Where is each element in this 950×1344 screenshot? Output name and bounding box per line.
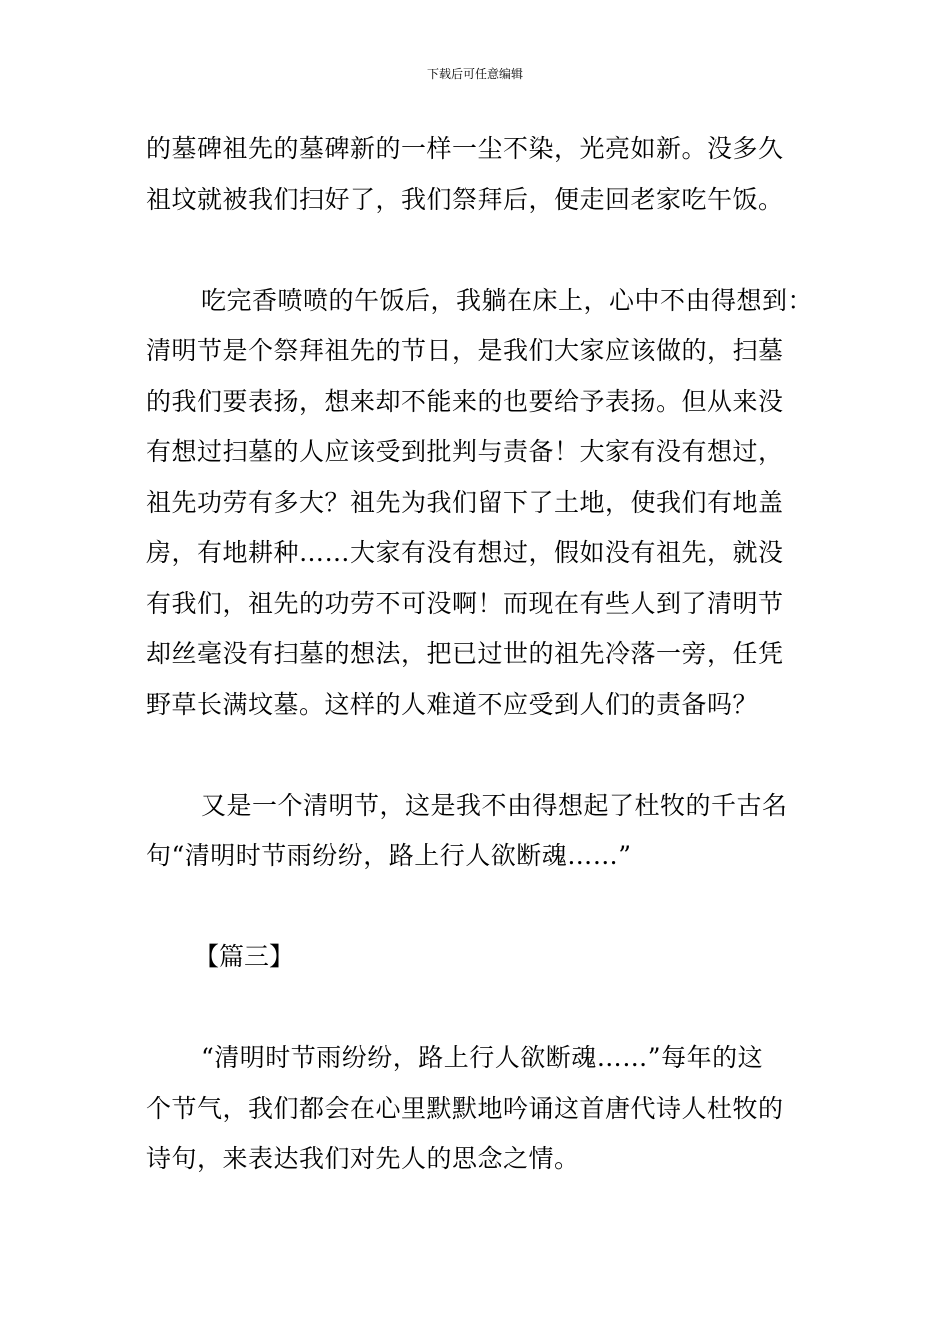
text-line: 房，有地耕种……大家有没有想过，假如没有祖先，就没 bbox=[146, 538, 784, 567]
text-line: 吃完香喷喷的午饭后，我躺在床上，心中不由得想到： bbox=[201, 285, 814, 315]
text-line: 清明节是个祭拜祖先的节日，是我们大家应该做的，扫墓 bbox=[146, 336, 784, 365]
paragraph-2 bbox=[146, 276, 826, 731]
paragraph-1 bbox=[146, 124, 826, 225]
section-heading: 【篇三】 bbox=[194, 942, 295, 971]
text-line: 的我们要表扬，想来却不能来的也要给予表扬。但从来没 bbox=[146, 386, 784, 416]
document-body bbox=[146, 124, 826, 1185]
paragraph-spacer bbox=[146, 225, 826, 276]
paragraph-3 bbox=[146, 781, 826, 882]
text-line: 句“清明时节雨纷纷，路上行人欲断魂……” bbox=[146, 841, 632, 870]
text-line: 有想过扫墓的人应该受到批判与责备！大家有没有想过， bbox=[146, 437, 784, 466]
text-line: 诗句，来表达我们对先人的思念之情。 bbox=[146, 1144, 580, 1173]
text-line: 又是一个清明节，这是我不由得想起了杜牧的千古名 bbox=[201, 790, 788, 820]
text-line: 的墓碑祖先的墓碑新的一样一尘不染，光亮如新。没多久 bbox=[146, 134, 784, 163]
text-line: 有我们，祖先的功劳不可没啊！而现在有些人到了清明节 bbox=[146, 588, 784, 618]
text-line: 却丝毫没有扫墓的想法，把已过世的祖先冷落一旁，任凭 bbox=[146, 639, 784, 668]
paragraph-spacer bbox=[146, 730, 826, 781]
text-line: 祖先功劳有多大？祖先为我们留下了土地，使我们有地盖 bbox=[146, 487, 784, 517]
page-header-note: 下载后可任意编辑 bbox=[426, 67, 523, 81]
text-line: “清明时节雨纷纷，路上行人欲断魂……”每年的这 bbox=[201, 1043, 764, 1072]
text-line: 祖坟就被我们扫好了，我们祭拜后，便走回老家吃午饭。 bbox=[146, 184, 784, 214]
paragraph-4 bbox=[146, 1033, 826, 1185]
text-line: 个节气，我们都会在心里默默地吟诵这首唐代诗人杜牧的 bbox=[146, 1093, 784, 1123]
paragraph-spacer bbox=[146, 983, 826, 1034]
paragraph-spacer bbox=[146, 882, 826, 933]
text-line: 野草长满坟墓。这样的人难道不应受到人们的责备吗？ bbox=[146, 689, 759, 719]
